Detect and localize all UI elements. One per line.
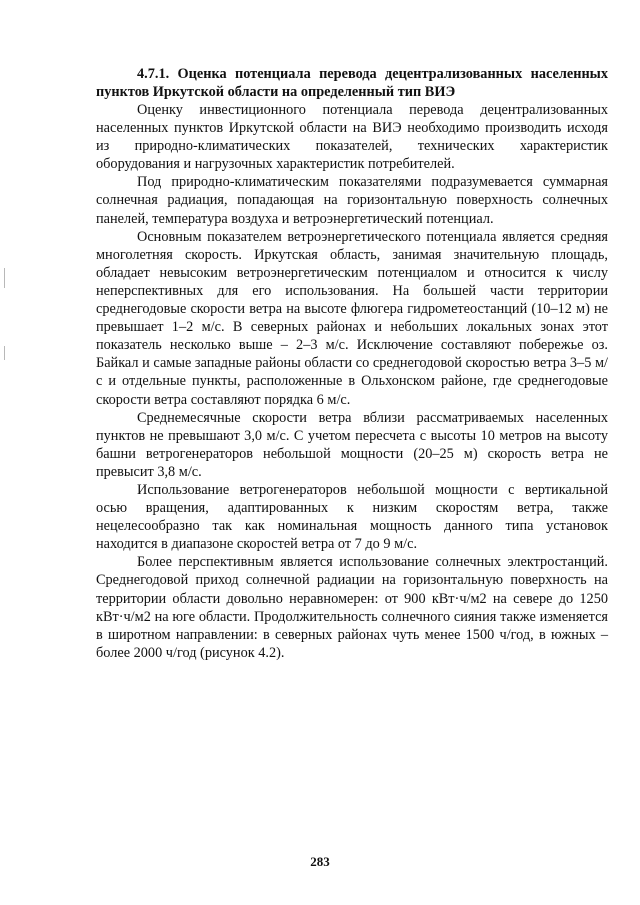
paragraph: Использование ветрогенераторов небольшой мощности с вертикальной осью вращения, адаптированных к низким скоростям ветра, также нецелесообразно так как номинальная мощность данного типа установок находится в диапазоне скоростей ветра от 7 до 9 м/с. bbox=[96, 481, 608, 553]
paragraph: Оценку инвестиционного потенциала перевода децентрализованных населенных пунктов Иркутской области на ВИЭ необходимо производить исходя из природно-климатических показателей, технических характеристик оборудования и нагрузочных характеристик потребителей. bbox=[96, 102, 608, 173]
paragraph: Основным показателем ветроэнергетического потенциала является средняя многолетняя скорость. Иркутская область, занимая значительную площадь, обладает невысоким ветроэнергетическим потенциалом и относится к числу неперспективных для его использования. На большей части территории среднегодовые скорости ветра на высоте флюгера гидрометеостанций (10–12 м) не превышает 1–2 м/с. В северных районах и небольших локальных зонах этот показатель несколько выше – 2–3 м/с. Исключение составляют побережье оз. Байкал и самые западные районы области со среднегодовой скоростью ветра 3–5 м/с и отдельные пункты, расположенные в Ольхонском районе, где среднегодовые скорости ветра составляют порядка 6 м/с. bbox=[96, 228, 608, 408]
section-heading: 4.7.1. Оценка потенциала перевода децентрализованных населенных пунктов Иркутской области на определенный тип ВИЭ bbox=[96, 66, 608, 100]
paragraph: Среднемесячные скорости ветра вблизи рассматриваемых населенных пунктов не превышают 3,0 м/с. С учетом пересчета с высоты 10 метров на высоту башни ветрогенераторов небольшой мощности (20–25 м) скорость ветра не превысит 3,8 м/с. bbox=[96, 409, 608, 480]
document-body bbox=[96, 66, 608, 662]
paragraph: Под природно-климатическим показателями подразумевается суммарная солнечная радиация, попадающая на горизонтальную поверхность солнечных панелей, температура воздуха и ветроэнергетический потенциал. bbox=[96, 174, 608, 227]
paragraph: Более перспективным является использование солнечных электростанций. Среднегодовой приход солнечной радиации на горизонтальную поверхность на территории области довольно неравномерен: от 900 кВт·ч/м2 на севере до 1250 кВт·ч/м2 на юге области. Продолжительность солнечного сияния также изменяется в широтном направлении: в северных районах чуть менее 1500 ч/год, в южных – более 2000 ч/год (рисунок 4.2). bbox=[96, 554, 608, 661]
scan-edge-mark bbox=[4, 346, 5, 360]
scan-edge-mark bbox=[4, 268, 5, 288]
page-number: 283 bbox=[310, 854, 330, 869]
